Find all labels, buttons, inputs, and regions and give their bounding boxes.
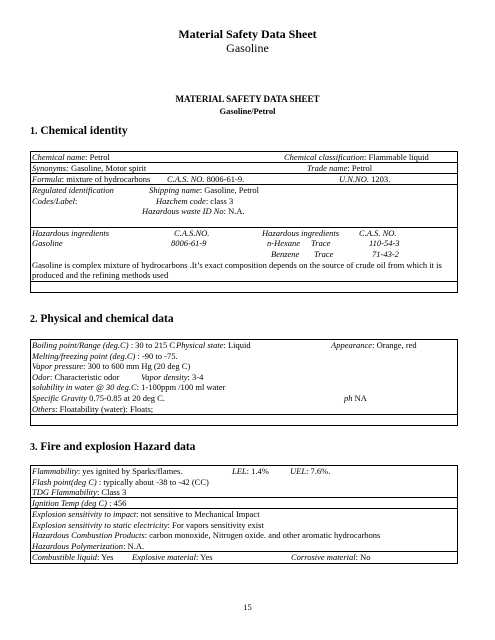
document-title: Material Safety Data Sheet	[178, 27, 317, 41]
section-title: Chemical identity	[40, 125, 128, 137]
composition-note: Gasoline is complex mixture of hydrocarbons .It’s exact composition depends on the source of crude oil from which it is produced and the refining methods used	[32, 259, 442, 281]
table-row: Chemical name: Petrol Chemical classification: Flammable liquid	[31, 152, 457, 163]
table-row: Hazardous Combustion Products: carbon monoxide, Nitrogen oxide. and other aromatic hydrocarbons	[32, 530, 381, 541]
fire-hazard-table	[30, 465, 458, 564]
table-row: Benzene Trace 71-43-2	[271, 248, 399, 259]
table-row: Flammability: yes ignited by Sparks/flames. LEL: 1.4% UEL: 7.6%.	[32, 466, 331, 476]
section-number: 1.	[30, 126, 38, 137]
sheet-title: MATERIAL SAFETY DATA SHEET	[175, 94, 320, 104]
section-title: Fire and explosion Hazard data	[40, 441, 196, 453]
section-3-heading	[30, 441, 195, 453]
section-1-heading	[30, 125, 128, 137]
table-row: Ignition Temp (deg C) : 456	[31, 498, 457, 509]
table-row	[31, 281, 457, 292]
table-row: Combustible liquid: Yes Explosive material: Yes Corrosive material: No	[32, 551, 371, 562]
table-row: Gasoline 8006-61-9 n-Hexane Trace 110-54-3	[32, 238, 400, 249]
table-row: solubility in water @ 30 deg.C: 1-100ppm /100 ml water	[32, 382, 226, 393]
table-row: Hazardous waste ID No: N.A.	[142, 206, 245, 217]
table-row: Odor: Characteristic odor Vapor density: 3-4	[32, 371, 204, 382]
document-subtitle: Gasoline	[226, 41, 269, 55]
page-number: 15	[243, 602, 252, 612]
sheet-subtitle: Gasoline/Petrol	[219, 106, 276, 116]
table-row: Explosion sensitivity to impact: not sensitive to Mechanical Impact	[32, 509, 260, 520]
table-row: Flash point(deg C) : typically about -38 to -42 (CC)	[32, 476, 209, 487]
table-row: Melting/freezing point (deg.C) : -90 to -75.	[32, 350, 178, 361]
table-row: Specific Gravity 0.75-0.85 at 20 deg C. ph NA	[32, 392, 367, 403]
table-row: Formula: mixture of hydrocarbons C.A.S. NO. 8006-61-9. U.N.NO. 1203.	[31, 174, 457, 185]
section-number: 3.	[30, 442, 38, 453]
physical-data-table	[30, 339, 458, 426]
section-2-heading	[30, 313, 174, 325]
table-row: Regulated identification Shipping name: Gasoline, Petrol	[32, 185, 260, 195]
table-row: Boiling point/Range (deg.C) : 30 to 215 C Physical state: Liquid Appearance: Orange, red	[32, 340, 417, 350]
table-row: Hazardous ingredients C.A.S.NO. Hazardous ingredients C.A.S. NO.	[31, 227, 457, 239]
table-row: TDG Flammability: Class 3	[31, 487, 457, 498]
table-row: Vapor pressure: 300 to 600 mm Hg (20 deg C)	[32, 361, 191, 372]
table-row	[31, 415, 457, 425]
section-title: Physical and chemical data	[40, 313, 174, 325]
table-row: Others: Floatability (water): Floats;	[31, 404, 457, 415]
section-number: 2.	[30, 314, 38, 325]
table-row: Synonyms: Gasoline, Motor spirit Trade name: Petrol	[31, 163, 457, 174]
table-row: Codes/Label: Hazchem code: class 3	[32, 195, 234, 206]
table-row: Hazardous Polymerization: N.A.	[31, 541, 457, 552]
table-row	[31, 217, 457, 227]
chemical-identity-table	[30, 151, 458, 293]
table-row: Explosion sensitivity to static electricity: For vapors sensitivity exist	[32, 519, 264, 530]
